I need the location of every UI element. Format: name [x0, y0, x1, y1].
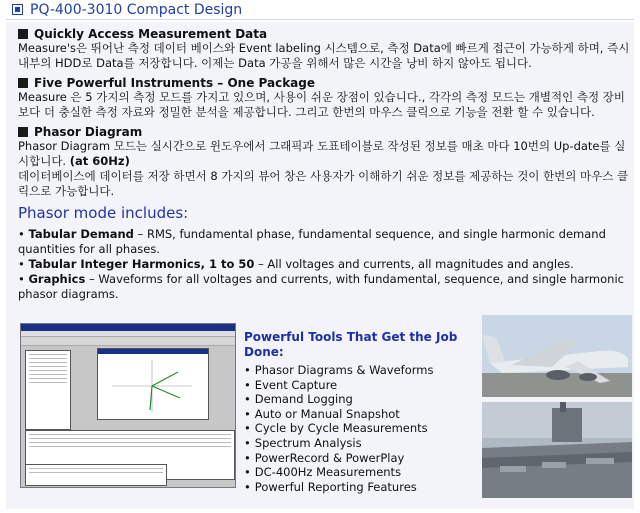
- phasor-mode-heading: Phasor mode includes:: [18, 204, 189, 222]
- airplane-photo: [482, 315, 632, 397]
- list-item: • Powerful Reporting Features: [244, 480, 476, 495]
- main-content: [18, 27, 630, 302]
- section-title: Five Powerful Instruments – One Package: [18, 76, 630, 90]
- list-item: • PowerRecord & PowerPlay: [244, 451, 476, 466]
- section-title: Quickly Access Measurement Data: [18, 27, 630, 41]
- list-item: • Event Capture: [244, 378, 476, 393]
- square-bullet-icon: [18, 29, 28, 39]
- tools-list: [244, 363, 476, 494]
- list-item: • Tabular Demand – RMS, fundamental phase, fundamental sequence, and single harmonic demand quantities for all phases.: [18, 227, 606, 256]
- checkbox-square-icon: [12, 4, 23, 15]
- list-item: • Phasor Diagrams & Waveforms: [244, 363, 476, 378]
- software-screenshot: [20, 323, 236, 488]
- list-item: • Spectrum Analysis: [244, 436, 476, 451]
- section-body: Measure 은 5 가지의 측정 모드를 가지고 있으며, 사용이 쉬운 장점이 있습니다., 각각의 측정 모드는 개별적인 측정 장비보다 더 충실한 측정 자료와 정밀한 분석을 제공합니다. 그리고 한번의 마우스 클릭으로 기능을 전환 할 수 있습니다.: [18, 90, 625, 119]
- event-window: [25, 464, 167, 486]
- phasor-diagram-icon: [98, 354, 206, 416]
- list-item: • Cycle by Cycle Measurements: [244, 421, 476, 436]
- section-title: Phasor Diagram: [18, 125, 630, 139]
- tools-heading: Powerful Tools That Get the Job Done:: [244, 330, 458, 359]
- list-item: • DC-400Hz Measurements: [244, 465, 476, 480]
- section-body: Phasor Diagram 모드는 실시간으로 윈도우에서 그래픽과 도표테이블로 작성된 정보를 매초 마다 10번의 Up-date를 실시합니다. (at 60Hz) 데이터베이스에 데이터를 저장 하면서 8 가지의 뷰어 창은 사용자가 이해하기 쉬운 정보를 제공하는 것이 한번의 마우스 클릭으로 가능합니다.: [18, 139, 629, 198]
- list-item: • Demand Logging: [244, 392, 476, 407]
- data-window: [25, 350, 71, 430]
- square-bullet-icon: [18, 78, 28, 88]
- list-item: • Graphics – Waveforms for all voltages and currents, with fundamental, sequence, and single harmonic phasor diagrams.: [18, 272, 624, 301]
- page-title: PQ-400-3010 Compact Design: [30, 2, 243, 18]
- list-item: • Auto or Manual Snapshot: [244, 407, 476, 422]
- phasor-window: [97, 348, 209, 420]
- aircraft-carrier-photo: [482, 402, 632, 498]
- section-body: Measure's은 뛰어난 측정 데이터 베이스와 Event labeling 시스템으로, 측정 Data에 빠르게 접근이 가능하게 하며, 즉시 내부의 HDD로 Data를 저장합니다. 이제는 Data 가공을 위해서 많은 시간을 낭비 하지 않아도 됩니다.: [18, 41, 630, 70]
- tools-panel: [244, 330, 476, 494]
- list-item: • Tabular Integer Harmonics, 1 to 50 – All voltages and currents, all magnitudes and angles.: [18, 257, 574, 271]
- page-header: [6, 1, 634, 20]
- square-bullet-icon: [18, 127, 28, 137]
